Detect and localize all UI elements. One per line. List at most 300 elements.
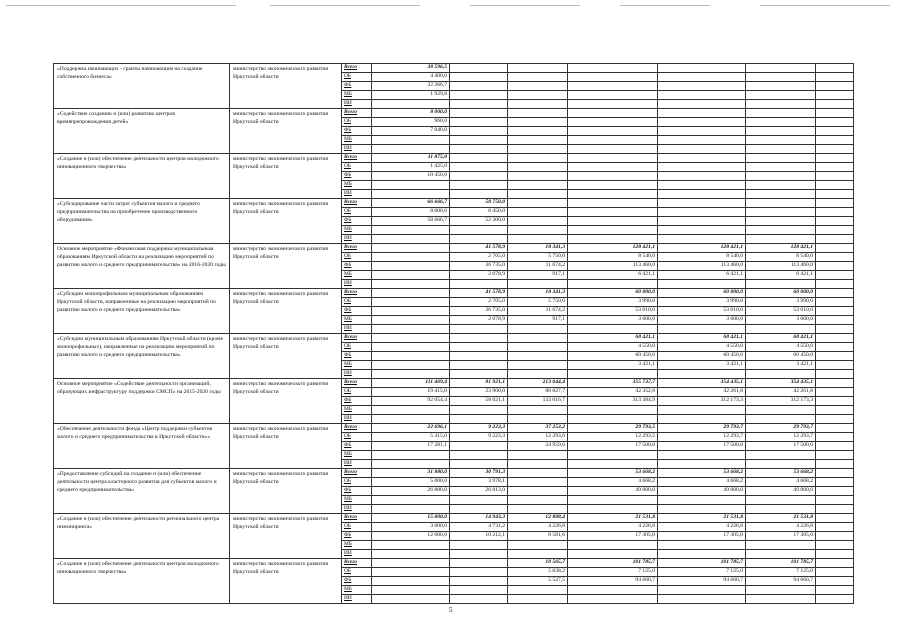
amount-cell (450, 577, 508, 586)
amount-cell (450, 145, 508, 154)
table-row (54, 199, 854, 208)
amount-cell (508, 451, 568, 460)
amount-cell: 6 450,0 (450, 208, 508, 217)
amount-cell: 19 415,0 (372, 388, 450, 397)
amount-cell (568, 118, 658, 127)
funding-source-cell: ОБ (342, 73, 372, 82)
amount-cell: 4 226,8 (658, 523, 746, 532)
amount-cell (746, 199, 816, 208)
amount-cell (568, 163, 658, 172)
empty-cell (816, 343, 854, 352)
amount-cell (658, 586, 746, 595)
amount-cell (508, 586, 568, 595)
amount-cell (450, 100, 508, 109)
amount-cell: 31 880,0 (372, 469, 450, 478)
table-row (54, 424, 854, 433)
table-row (54, 514, 854, 523)
amount-cell: 42 352,8 (568, 388, 658, 397)
amount-cell: 17 305,0 (658, 532, 746, 541)
funding-source-cell: ИИ (342, 370, 372, 379)
amount-cell: 49 000,0 (568, 487, 658, 496)
empty-cell (816, 154, 854, 163)
amount-cell (372, 352, 450, 361)
amount-cell (568, 406, 658, 415)
funding-source-cell: МБ (342, 181, 372, 190)
funding-source-cell: Всего (342, 199, 372, 208)
amount-cell (372, 235, 450, 244)
event-name-cell: «Субсидирование части затрат субъектов малого и среднего предпринимательства на приобретение производственного оборудования» (54, 199, 230, 244)
amount-cell (568, 109, 658, 118)
funding-source-cell: МБ (342, 136, 372, 145)
empty-cell (816, 424, 854, 433)
amount-cell (372, 343, 450, 352)
funding-source-cell: Всего (342, 559, 372, 568)
amount-cell (658, 208, 746, 217)
empty-cell (816, 118, 854, 127)
amount-cell (658, 199, 746, 208)
empty-cell (816, 568, 854, 577)
amount-cell (508, 118, 568, 127)
amount-cell: 4 400,0 (372, 73, 450, 82)
empty-cell (816, 433, 854, 442)
amount-cell: 53 010,0 (746, 307, 816, 316)
empty-cell (816, 559, 854, 568)
event-name-cell: «Создание и (или) обеспечение деятельности центров молодежного инновационного творчества» (54, 154, 230, 199)
amount-cell (508, 208, 568, 217)
amount-cell (746, 208, 816, 217)
funding-source-cell: МБ (342, 316, 372, 325)
amount-cell: 128 421,1 (568, 244, 658, 253)
amount-cell: 36 735,0 (450, 262, 508, 271)
amount-cell: 18 341,3 (508, 244, 568, 253)
amount-cell (508, 478, 568, 487)
funding-source-cell: МБ (342, 361, 372, 370)
amount-cell: 7 125,0 (746, 568, 816, 577)
amount-cell: 101 785,7 (568, 559, 658, 568)
empty-cell (816, 451, 854, 460)
amount-cell: 8 000,0 (372, 109, 450, 118)
amount-cell (372, 334, 450, 343)
amount-cell: 3 421,1 (568, 361, 658, 370)
empty-cell (816, 64, 854, 73)
amount-cell: 21 531,8 (746, 514, 816, 523)
amount-cell: 53 668,2 (658, 469, 746, 478)
funding-source-cell: ОБ (342, 298, 372, 307)
funding-source-cell: ФБ (342, 82, 372, 91)
amount-cell (746, 181, 816, 190)
amount-cell: 60 000,0 (746, 289, 816, 298)
amount-cell (372, 586, 450, 595)
amount-cell (568, 172, 658, 181)
empty-cell (816, 469, 854, 478)
amount-cell (450, 415, 508, 424)
executor-cell: министерство экономического развития Иркутской области (230, 154, 342, 199)
empty-cell (816, 397, 854, 406)
executor-cell: министерство экономического развития Иркутской области (230, 469, 342, 514)
amount-cell: 60 450,0 (746, 352, 816, 361)
amount-cell: 11 674,2 (508, 307, 568, 316)
empty-cell (816, 181, 854, 190)
amount-cell (568, 100, 658, 109)
amount-cell (450, 325, 508, 334)
empty-cell (816, 478, 854, 487)
amount-cell (658, 163, 746, 172)
amount-cell (508, 487, 568, 496)
funding-source-cell: МБ (342, 586, 372, 595)
amount-cell (372, 289, 450, 298)
amount-cell: 354 435,1 (746, 379, 816, 388)
amount-cell (450, 127, 508, 136)
amount-cell (508, 505, 568, 514)
amount-cell (568, 226, 658, 235)
amount-cell: 58 021,1 (450, 397, 508, 406)
amount-cell (450, 109, 508, 118)
empty-cell (816, 172, 854, 181)
amount-cell: 1 425,0 (372, 163, 450, 172)
empty-cell (816, 208, 854, 217)
amount-cell (508, 73, 568, 82)
empty-cell (816, 262, 854, 271)
amount-cell: 68 421,1 (658, 334, 746, 343)
amount-cell (372, 406, 450, 415)
amount-cell: 312 173,3 (746, 397, 816, 406)
amount-cell: 8 540,0 (658, 253, 746, 262)
amount-cell: 9 223,3 (450, 433, 508, 442)
amount-cell (508, 541, 568, 550)
amount-cell (372, 280, 450, 289)
amount-cell (508, 469, 568, 478)
event-name-cell: «Предоставление субсидий на создание и (или) обеспечение деятельности центра кластерного развития для субъектов малого и среднего предпринимательства» (54, 469, 230, 514)
amount-cell (658, 73, 746, 82)
amount-cell: 17 500,0 (746, 442, 816, 451)
amount-cell (746, 136, 816, 145)
amount-cell (568, 280, 658, 289)
amount-cell: 18 341,3 (508, 289, 568, 298)
amount-cell: 4 731,2 (450, 523, 508, 532)
amount-cell (746, 586, 816, 595)
amount-cell (568, 127, 658, 136)
amount-cell (658, 505, 746, 514)
amount-cell: 68 421,1 (568, 334, 658, 343)
amount-cell: 101 785,7 (658, 559, 746, 568)
empty-cell (816, 217, 854, 226)
amount-cell: 5 527,5 (508, 577, 568, 586)
amount-cell (450, 442, 508, 451)
amount-cell: 24 959,6 (508, 442, 568, 451)
empty-cell (816, 505, 854, 514)
amount-cell (658, 406, 746, 415)
amount-cell: 4 226,8 (568, 523, 658, 532)
funding-source-cell: Всего (342, 64, 372, 73)
event-name-cell: «Субсидии муниципальным образованиям Иркутской области (кроме монопрофильных), направленные на реализацию мероприятий по развитию малого и среднего предпринимательства» (54, 334, 230, 379)
amount-cell: 21 531,8 (568, 514, 658, 523)
amount-cell (658, 64, 746, 73)
empty-cell (816, 523, 854, 532)
amount-cell (450, 586, 508, 595)
amount-cell (746, 280, 816, 289)
table-row (54, 154, 854, 163)
amount-cell: 11 875,0 (372, 154, 450, 163)
amount-cell (508, 145, 568, 154)
amount-cell: 12 808,4 (508, 514, 568, 523)
amount-cell (746, 82, 816, 91)
funding-source-cell: ИИ (342, 145, 372, 154)
amount-cell: 6 421,1 (658, 271, 746, 280)
amount-cell: 60 450,0 (658, 352, 746, 361)
amount-cell: 15 000,0 (372, 514, 450, 523)
amount-cell: 37 253,2 (508, 424, 568, 433)
funding-source-cell: МБ (342, 541, 372, 550)
funding-source-cell: ИИ (342, 325, 372, 334)
amount-cell (746, 541, 816, 550)
amount-cell (568, 181, 658, 190)
amount-cell: 10 450,0 (372, 172, 450, 181)
funding-source-cell: ФБ (342, 307, 372, 316)
amount-cell: 213 044,4 (508, 379, 568, 388)
amount-cell (508, 127, 568, 136)
amount-cell (372, 496, 450, 505)
amount-cell (372, 316, 450, 325)
amount-cell (658, 460, 746, 469)
amount-cell (372, 136, 450, 145)
amount-cell: 312 173,3 (658, 397, 746, 406)
amount-cell (658, 226, 746, 235)
funding-source-cell: ИИ (342, 280, 372, 289)
amount-cell: 26 813,0 (450, 487, 508, 496)
amount-cell (508, 199, 568, 208)
amount-cell: 26 880,0 (372, 487, 450, 496)
amount-cell: 10 565,7 (508, 559, 568, 568)
amount-cell (568, 154, 658, 163)
amount-cell: 58 750,0 (450, 199, 508, 208)
amount-cell (372, 577, 450, 586)
amount-cell (746, 235, 816, 244)
amount-cell: 17 305,0 (746, 532, 816, 541)
amount-cell: 101 785,7 (746, 559, 816, 568)
amount-cell: 4 550,0 (746, 343, 816, 352)
funding-source-cell: Всего (342, 154, 372, 163)
amount-cell (746, 190, 816, 199)
amount-cell: 128 421,1 (746, 244, 816, 253)
amount-cell: 80 027,7 (508, 388, 568, 397)
amount-cell: 12 293,7 (746, 433, 816, 442)
amount-cell (508, 415, 568, 424)
amount-cell: 42 261,8 (658, 388, 746, 397)
funding-source-cell: МБ (342, 91, 372, 100)
amount-cell (568, 73, 658, 82)
amount-cell: 1 929,8 (372, 91, 450, 100)
amount-cell (450, 190, 508, 199)
amount-cell (568, 541, 658, 550)
amount-cell: 41 578,9 (450, 244, 508, 253)
amount-cell: 5 000,0 (372, 478, 450, 487)
amount-cell: 4 550,0 (658, 343, 746, 352)
empty-cell (816, 136, 854, 145)
empty-cell (816, 145, 854, 154)
funding-source-cell: ФБ (342, 397, 372, 406)
table-row (54, 334, 854, 343)
table-row (54, 559, 854, 568)
amount-cell: 4 226,8 (508, 523, 568, 532)
amount-cell: 113 460,0 (658, 262, 746, 271)
amount-cell (658, 496, 746, 505)
amount-cell: 32 266,7 (372, 82, 450, 91)
amount-cell (372, 595, 450, 604)
empty-cell (816, 100, 854, 109)
amount-cell (508, 334, 568, 343)
funding-source-cell: Всего (342, 334, 372, 343)
amount-cell (508, 109, 568, 118)
amount-cell: 3 000,0 (746, 316, 816, 325)
table-row (54, 289, 854, 298)
amount-cell (450, 568, 508, 577)
empty-cell (816, 253, 854, 262)
amount-cell (450, 541, 508, 550)
amount-cell (746, 550, 816, 559)
page-number: 5 (449, 606, 453, 614)
empty-cell (816, 226, 854, 235)
empty-cell (816, 271, 854, 280)
event-name-cell: «Содействие созданию и (или) развитию центров времяпрепровождения детей» (54, 109, 230, 154)
amount-cell: 113 460,0 (568, 262, 658, 271)
amount-cell: 92 054,4 (372, 397, 450, 406)
amount-cell (372, 559, 450, 568)
empty-cell (816, 235, 854, 244)
amount-cell: 21 531,8 (658, 514, 746, 523)
funding-source-cell: Всего (342, 379, 372, 388)
amount-cell (568, 460, 658, 469)
amount-cell: 14 943,3 (450, 514, 508, 523)
amount-cell: 53 010,0 (568, 307, 658, 316)
empty-cell (816, 361, 854, 370)
amount-cell (568, 595, 658, 604)
amount-cell (658, 127, 746, 136)
amount-cell (508, 370, 568, 379)
amount-cell (658, 172, 746, 181)
amount-cell: 9 223,3 (450, 424, 508, 433)
empty-cell (816, 280, 854, 289)
amount-cell: 29 793,5 (568, 424, 658, 433)
amount-cell: 5 415,0 (372, 433, 450, 442)
funding-source-cell: ИИ (342, 595, 372, 604)
amount-cell: 8 540,0 (568, 253, 658, 262)
amount-cell (372, 298, 450, 307)
amount-cell: 52 300,0 (450, 217, 508, 226)
amount-cell (746, 145, 816, 154)
amount-cell (372, 505, 450, 514)
amount-cell (658, 370, 746, 379)
empty-cell (816, 460, 854, 469)
empty-cell (816, 352, 854, 361)
amount-cell (508, 64, 568, 73)
amount-cell: 8 540,0 (746, 253, 816, 262)
amount-cell (450, 64, 508, 73)
empty-cell (816, 595, 854, 604)
amount-cell (658, 325, 746, 334)
amount-cell: 7 125,0 (658, 568, 746, 577)
funding-source-cell: ФБ (342, 577, 372, 586)
empty-cell (816, 199, 854, 208)
amount-cell (372, 244, 450, 253)
amount-cell (450, 406, 508, 415)
amount-cell (508, 91, 568, 100)
amount-cell (450, 172, 508, 181)
amount-cell (568, 190, 658, 199)
scan-edge-artifact (0, 0, 905, 12)
empty-cell (816, 325, 854, 334)
funding-source-cell: ОБ (342, 343, 372, 352)
amount-cell (658, 550, 746, 559)
amount-cell: 58 666,7 (372, 217, 450, 226)
amount-cell (746, 109, 816, 118)
funding-source-cell: ФБ (342, 172, 372, 181)
amount-cell: 53 668,2 (568, 469, 658, 478)
amount-cell (658, 595, 746, 604)
funding-source-cell: МБ (342, 406, 372, 415)
amount-cell (746, 595, 816, 604)
amount-cell (450, 226, 508, 235)
amount-cell (746, 127, 816, 136)
empty-cell (816, 541, 854, 550)
amount-cell (746, 496, 816, 505)
amount-cell: 6 421,1 (568, 271, 658, 280)
empty-cell (816, 82, 854, 91)
amount-cell: 111 469,4 (372, 379, 450, 388)
amount-cell (746, 370, 816, 379)
amount-cell: 53 668,2 (746, 469, 816, 478)
funding-source-cell: ИИ (342, 235, 372, 244)
amount-cell: 17 500,0 (568, 442, 658, 451)
amount-cell (450, 181, 508, 190)
amount-cell (568, 550, 658, 559)
amount-cell (568, 82, 658, 91)
empty-cell (816, 496, 854, 505)
executor-cell: министерство экономического развития Иркутской области (230, 514, 342, 559)
amount-cell (372, 145, 450, 154)
amount-cell (450, 91, 508, 100)
amount-cell: 81 921,1 (450, 379, 508, 388)
amount-cell: 354 435,1 (658, 379, 746, 388)
amount-cell (658, 109, 746, 118)
funding-source-cell: МБ (342, 496, 372, 505)
amount-cell (658, 415, 746, 424)
table-row (54, 109, 854, 118)
amount-cell: 30 791,3 (450, 469, 508, 478)
amount-cell (508, 235, 568, 244)
empty-cell (816, 370, 854, 379)
amount-cell (508, 550, 568, 559)
amount-cell (658, 145, 746, 154)
executor-cell: министерство экономического развития Иркутской области (230, 424, 342, 469)
amount-cell: 3 990,0 (746, 298, 816, 307)
amount-cell (372, 271, 450, 280)
amount-cell (746, 73, 816, 82)
amount-cell: 7 040,0 (372, 127, 450, 136)
amount-cell: 60 450,0 (568, 352, 658, 361)
amount-cell: 22 696,1 (372, 424, 450, 433)
empty-cell (816, 109, 854, 118)
amount-cell: 94 660,7 (746, 577, 816, 586)
amount-cell (658, 280, 746, 289)
funding-source-cell: ОБ (342, 208, 372, 217)
amount-cell (450, 163, 508, 172)
amount-cell (450, 73, 508, 82)
amount-cell: 12 000,0 (372, 532, 450, 541)
empty-cell (816, 388, 854, 397)
amount-cell (568, 505, 658, 514)
amount-cell: 3 000,0 (372, 523, 450, 532)
amount-cell (372, 190, 450, 199)
